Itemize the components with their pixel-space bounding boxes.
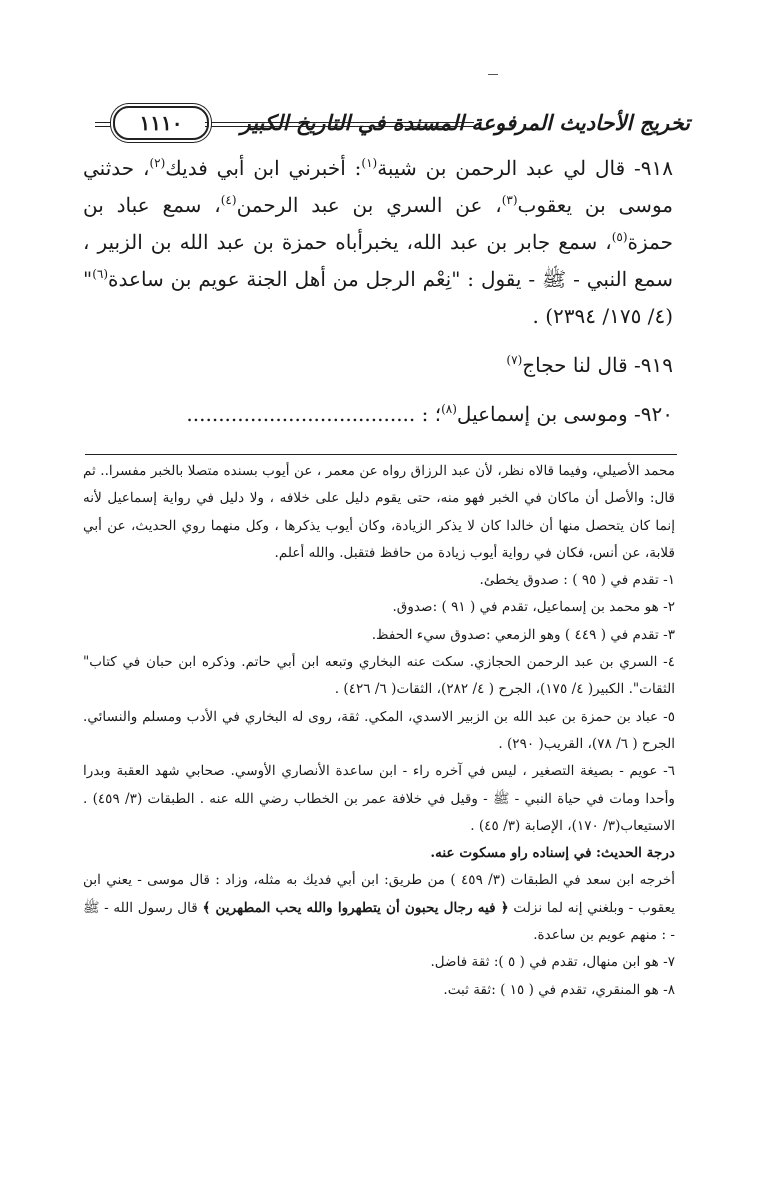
footnote-ref[interactable]: (٤) [220,193,237,207]
footnote-8: ٨- هو المنقري، تقدم في ( ١٥ ) :ثقة ثبت. [443,981,675,998]
main-text [83,150,673,433]
entry-text: ٩٢٠- وموسى بن إسماعيل [456,402,673,426]
entry-text: ؛ : .................................... [186,402,442,426]
page-header [95,106,690,150]
grade-label: درجة الحديث: [595,845,675,862]
entry-text: ، سمع عباد بن حمزة [83,193,673,254]
hadith-919 [83,347,673,384]
footnote-ref[interactable]: (٦) [92,267,109,281]
page-number-badge: ١١١٠ [113,106,209,140]
quran-verse: ﴿ فيه رجال يحبون أن يتطهروا والله يحب المطهرين ﴾ [202,899,509,916]
footnote-4: ٤- السري بن عبد الرحمن الحجازي. سكت عنه البخاري وتبعه ابن أبي حاتم. وذكره ابن حبان في كتاب" الثقات". الكبير( ٤/ ١٧٥)، الجرح ( ٤/ ٢٨٢)، الثقات( ٦/ ٤٢٦) . [83,654,675,698]
footnote-7: ٧- هو ابن منهال، تقدم في ( ٥ ): ثقة فاضل. [430,954,675,971]
footnote-separator [85,454,677,455]
entry-text: ، عن السري بن عبد الرحمن [236,193,502,217]
footnote-1: ١- تقدم في ( ٩٥ ) : صدوق يخطئ. [479,572,675,589]
takhrij-tail: قال رسول الله - ﷺ - : منهم عويم بن ساعدة. [83,899,675,944]
footnote-2: ٢- هو محمد بن إسماعيل، تقدم في ( ٩١ ) :صدوق. [392,599,675,616]
footnote-6: ٦- عويم - بصيغة التصغير ، ليس في آخره راء - ابن ساعدة الأنصاري الأوسي. صحابي شهد العقبة وبدرا وأحدا ومات في حياة النبي - ﷺ - وقيل في خلافة عمر بن الخطاب رضي الله عنه . الطبقات (٣/ ٤٥٩) . الاستيعاب(٣/ ١٧٠)، الإصابة (٣/ ٤٥) . [83,763,675,834]
footnote-5: ٥- عباد بن حمزة بن عبد الله بن الزبير الاسدي، المكي. ثقة، روى له البخاري في الأدب ومسلم والنسائي. الجرح ( ٦/ ٧٨)، القريب( ٢٩٠) . [83,708,675,752]
page-mark [488,74,498,75]
entry-text: ٩١٨- قال لي عبد الرحمن بن شيبة [377,156,674,180]
takhrij [83,867,675,949]
note-continuation: محمد الأصيلي، وفيما قالاه نظر، لأن عبد الرزاق رواه عن معمر ، عن أيوب بسنده متصلا بالخبر مفسرا.. ثم قال: والأصل أن ماكان في الخبر فهو منه، حتى يقوم دليل على خلافه ، ولا دليل في رواية إسماعيل لأنه إنما كان يتحصل منها أن خالدا كان لا يذكر الزيادة، وكان أيوب يذكرها ، وكل منهما روي الحديث، عن أبي قلابة، عن أنس، فكان في رواية أيوب زيادة من حافظ فتقبل. والله أعلم. [83,463,675,561]
footnote-3: ٣- تقدم في ( ٤٤٩ ) وهو الزمعي :صدوق سيء الحفظ. [371,626,675,643]
entry-text: : أخبرني ابن أبي فديك [165,156,362,180]
entry-text: ، سمع جابر بن عبد الله، يخبرأباه حمزة بن عبد الله بن الزبير ، سمع النبي - ﷺ - يقول : "نِعْم الرجل من أهل الجنة عويم بن ساعدة [83,230,673,291]
footnote-ref[interactable]: (٣) [501,193,518,207]
hadith-grade [83,840,675,867]
footnote-ref[interactable]: (١) [361,156,378,170]
running-title: تخريج الأحاديث المرفوعة المسندة في التاريخ الكبير [240,110,690,135]
footnotes [83,458,675,1004]
header-rule-left [95,122,113,127]
footnote-ref[interactable]: (٥) [611,230,628,244]
entry-text: " (٤/ ١٧٥/ ٢٣٩٤) . [83,267,673,328]
footnote-ref[interactable]: (٨) [441,402,457,416]
footnote-ref[interactable]: (٢) [149,156,166,170]
grade-text: في إسناده راو مسكوت عنه. [430,845,592,862]
entry-text: ٩١٩- قال لنا حجاج [522,353,673,377]
header-rule [205,122,474,127]
footnote-ref[interactable]: (٧) [506,353,523,367]
hadith-918 [83,150,673,335]
hadith-920 [83,396,673,433]
entry-text: ، حدثني موسى بن يعقوب [83,156,673,217]
takhrij-text: أخرجه ابن سعد في الطبقات (٣/ ٤٥٩ ) من طريق: ابن أبي فديك به مثله، وزاد : قال موسى - يعني ابن يعقوب - وبلغني إنه لما نزلت [83,872,675,916]
